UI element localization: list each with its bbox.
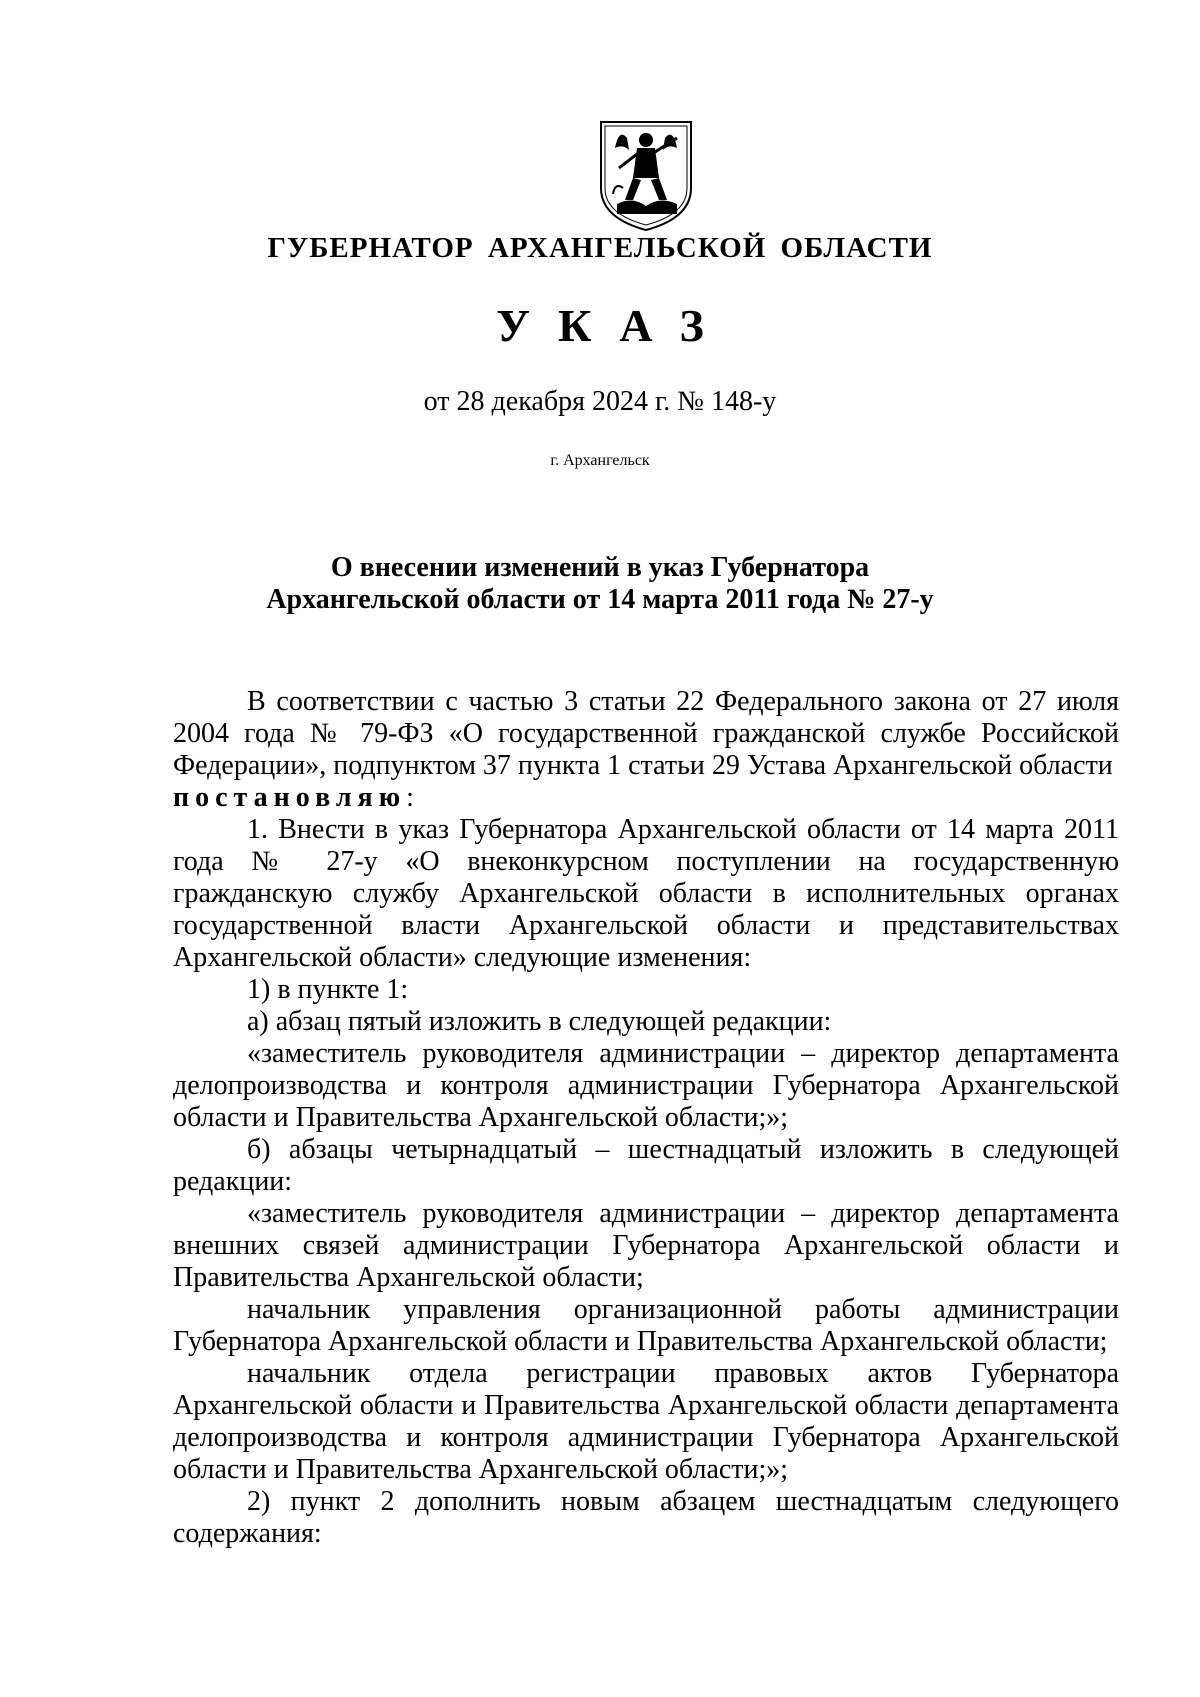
coat-of-arms-icon	[597, 118, 695, 234]
document-date-number: от 28 декабря 2024 г. № 148-у	[423, 386, 777, 417]
title-line-1: О внесении изменений в указ Губернатора	[330, 552, 870, 583]
subitem-1a-paragraph: а) абзац пятый изложить в следующей редакции:	[247, 1006, 832, 1037]
decree-word: постановляю	[173, 782, 407, 813]
title-line-2: Архангельской области от 14 марта 2011 года № 27-у	[266, 584, 934, 615]
quote-2-paragraph: «заместитель руководителя администрации – директор департамента внешних связей администрации Губернатора Архангельской области и Правительства Архангельской области;	[173, 1198, 1119, 1293]
subitem-1b-paragraph: б) абзацы четырнадцатый – шестнадцатый изложить в следующей редакции:	[173, 1134, 1119, 1197]
document-title	[0, 552, 1200, 616]
decree-paragraph	[173, 782, 1119, 814]
quote-4-paragraph: начальник отдела регистрации правовых актов Губернатора Архангельской области и Правительства Архангельской области департамента делопроизводства и контроля администрации Губернатора Архангельской области и Правительства Архангельской области;»;	[173, 1358, 1119, 1485]
quote-3-paragraph: начальник управления организационной работы администрации Губернатора Архангельской области и Правительства Архангельской области;	[173, 1294, 1119, 1357]
document-type: УКАЗ	[496, 300, 732, 351]
item-1-paragraph: 1. Внести в указ Губернатора Архангельской области от 14 марта 2011 года № 27-у «О внеконкурсном поступлении на государственную гражданскую службу Архангельской области в исполнительных органах государственной власти Архангельской области и представительствах Архангельской области» следующие изменения:	[173, 814, 1119, 973]
preamble-paragraph: В соответствии с частью 3 статьи 22 Федерального закона от 27 июля 2004 года № 79-ФЗ «О государственной гражданской службе Российской Федерации», подпунктом 37 пункта 1 статьи 29 Устава Архангельской области	[173, 686, 1119, 781]
subitem-2-paragraph: 2) пункт 2 дополнить новым абзацем шестнадцатым следующего содержания:	[173, 1486, 1119, 1549]
issuing-authority: ГУБЕРНАТОР АРХАНГЕЛЬСКОЙ ОБЛАСТИ	[267, 232, 933, 264]
document-body	[173, 686, 1119, 1550]
subitem-1-paragraph: 1) в пункте 1:	[247, 974, 409, 1005]
decree-colon: :	[406, 782, 414, 813]
document-city: г. Архангельск	[550, 452, 650, 469]
quote-1-paragraph: «заместитель руководителя администрации – директор департамента делопроизводства и контроля администрации Губернатора Архангельской области и Правительства Архангельской области;»;	[173, 1038, 1119, 1133]
